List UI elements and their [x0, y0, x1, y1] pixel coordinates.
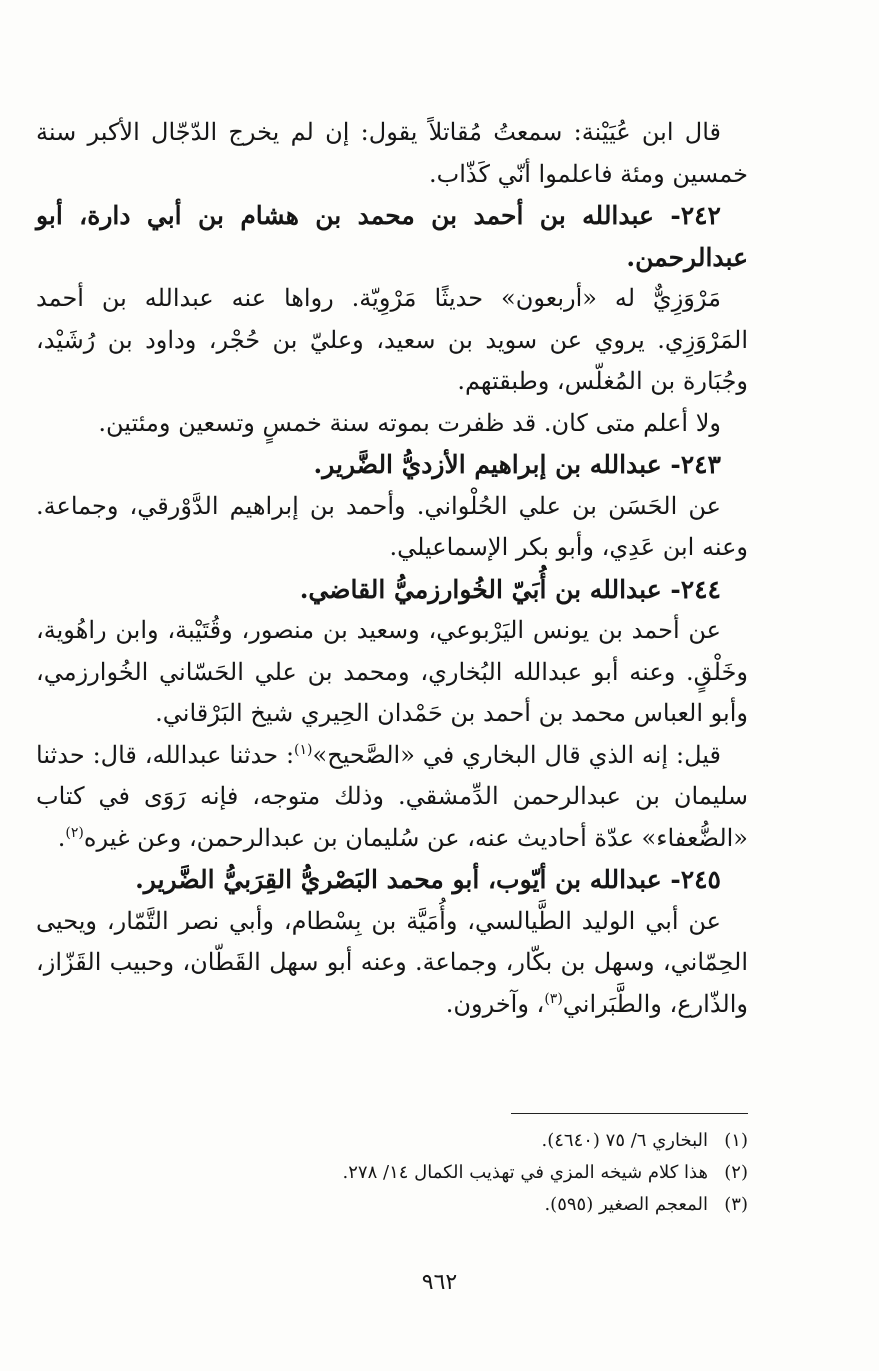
paragraph [36, 901, 748, 1026]
text-segment: ولا أعلم متى كان. قد ظفرت بموته سنة خمسٍ وتسعين ومئتين. [98, 408, 721, 437]
text-segment: ٢٤٤- عبدالله بن أُبَيّ الخُوارزميُّ القاضي. [299, 574, 721, 604]
footnote-separator [511, 1113, 748, 1114]
text-segment: ٢٤٣- عبدالله بن إبراهيم الأزديُّ الضَّرير. [313, 450, 721, 479]
paragraph [36, 486, 748, 569]
text-segment: مَرْوَزِيٌّ له «أربعون» حديثًا مَرْوِيّة. رواها عنه عبدالله بن أحمد المَرْوَزِي. يروي عن سويد بن سعيد، وعليّ بن حُجْر، وداود بن رُشَيْد، وجُبَارة بن المُغلّس، وطبقتهم. [36, 284, 748, 395]
text-segment: ، وآخرون. [445, 989, 545, 1018]
entry-heading [36, 859, 748, 901]
text-segment: عن أبي الوليد الطَّيالسي، وأُمَيَّة بن بِسْطام، وأبي نصر التَّمّار، ويحيى الحِمّاني، وسهل بن بكّار، وجماعة. وعنه أبو سهل القَطّان، وحبيب القَزّاز، والذّارع، والطَّبَراني [36, 906, 748, 1018]
paragraph [36, 610, 748, 735]
footnote-marker: (٣) [544, 990, 563, 1007]
paragraph [36, 735, 748, 860]
footnote-marker: (٢) [65, 824, 84, 841]
paragraph [36, 112, 748, 195]
footnotes [300, 1125, 748, 1221]
main-text [36, 112, 748, 1025]
text-segment: : حدثنا عبدالله، قال: حدثنا سليمان بن عبدالرحمن الدِّمشقي. وذلك متوجه، فإنه رَوَى في كتاب «الضُّعفاء» عدّة أحاديث عنه، عن سُليمان بن عبدالرحمن، وعن غيره [36, 740, 748, 852]
text-segment: ٢٤٥- عبدالله بن أيّوب، أبو محمد البَصْريُّ القِرَبيُّ الضَّرير. [135, 865, 721, 894]
footnote-marker: (١) [294, 741, 313, 758]
entry-heading [36, 569, 748, 611]
entry-heading [36, 444, 748, 486]
text-segment: عن أحمد بن يونس اليَرْبوعي، وسعيد بن منصور، وقُتَيْبة، وابن راهُوية، وخَلْقٍ. وعنه أبو عبدالله البُخاري، ومحمد بن علي الحَسّاني الخُوارزمي، وأبو العباس محمد بن أحمد بن حَمْدان الحِيري شيخ البَرْقاني. [36, 616, 749, 727]
text-segment: عن الحَسَن بن علي الحُلْواني. وأحمد بن إبراهيم الدَّوْرقي، وجماعة. وعنه ابن عَدِي، وأبو بكر الإسماعيلي. [36, 491, 748, 561]
footnote [300, 1125, 748, 1157]
footnote-text: هذا كلام شيخه المزي في تهذيب الكمال ١٤/ ٢٧٨. [342, 1162, 708, 1183]
text-segment: . [57, 823, 66, 852]
footnote-text: المعجم الصغير (٥٩٥). [544, 1194, 708, 1215]
footnote-text: البخاري ٦/ ٧٥ (٤٦٤٠). [541, 1130, 708, 1151]
paragraph [36, 403, 748, 445]
paragraph [36, 278, 748, 403]
entry-heading [36, 195, 748, 278]
footnote-number: (٢) [724, 1162, 748, 1183]
text-segment: ٢٤٢- عبدالله بن أحمد بن محمد بن هشام بن أبي دارة، أبو عبدالرحمن. [36, 201, 748, 272]
footnote-number: (١) [724, 1130, 748, 1151]
text-segment: قال ابن عُيَيْنة: سمعتُ مُقاتلاً يقول: إن لم يخرج الدّجّال الأكبر سنة خمسين ومئة فاعلموا أنّي كَذّاب. [36, 118, 748, 188]
footnote [300, 1157, 748, 1189]
footnote-number: (٣) [724, 1194, 748, 1215]
page-number: ٩٦٢ [421, 1270, 458, 1295]
text-segment: قيل: إنه الذي قال البخاري في «الصَّحيح» [312, 740, 721, 769]
footnote [300, 1189, 748, 1221]
